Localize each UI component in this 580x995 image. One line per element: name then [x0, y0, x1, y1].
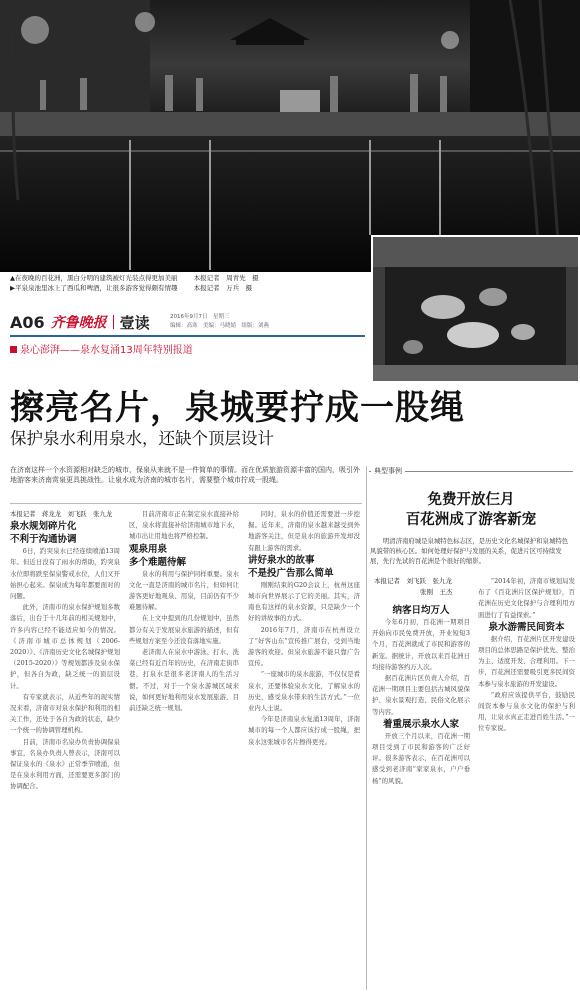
column-subheading: 泉水规划碎片化 不利于沟通协调: [10, 521, 77, 546]
sidebar-tag: 典型事例: [371, 466, 405, 476]
paragraph: 今年是济南泉水复涌13周年，济南城市的每一个人都应该拧成一股绳，把泉水这张城市名片擦得更亮。: [248, 715, 360, 746]
column-subheading: 泉水游需民间资本: [488, 621, 565, 633]
sidebar-column-2: [478, 576, 575, 990]
article-subheadline: 保护泉水利用泉水，还缺个顶层设计: [10, 429, 274, 448]
paragraph: 据介绍，百花洲片区开发建设项目的总体思路是保护优先、整治为主、适度开发、合理利用。下一步，百花洲还需要吸引更多民间资本参与泉水旅游的开发建设。: [478, 634, 575, 688]
paragraph: 刚刚结束的G20会议上，杭州这座城市向世界展示了它的美丽。其实，济南也有这样的泉水资源，只是缺少一个好的讲故事的方式。: [248, 580, 360, 623]
article-lead: 在济南这样一个水资源相对缺乏的城市，保泉从来就不是一件简单的事情。而在优质旅游资源丰富的国内，吸引外地游客来济南赏泉更具挑战性。让泉水成为济南的城市名片，需要整个城市拧成一股绳。: [10, 466, 360, 484]
paragraph: 老济南人在泉水中游泳、打水、洗菜已经有近百年的历史，在济南走街串巷，打泉水是很多老济南人的生活习惯。不过，对于一个泉水游城区域来说，如何更好地利用泉水发展旅游，目前还缺乏统一规划。: [129, 648, 239, 713]
spring-pool-scene: [373, 237, 578, 381]
masthead-meta: [170, 313, 269, 331]
paragraph: 同时，泉水的价值还需要进一步挖掘。近年来，济南的泉水越来越受到外地游客关注，但是泉水的旅游开发却没有跟上游客的需求。: [248, 510, 360, 552]
caption-text: ▲在夜晚的百花洲，黑白分明的建筑被灯光装点得更加美丽: [10, 274, 178, 282]
square-bullet-icon: [10, 346, 17, 353]
paragraph: 今年6月初，百花洲一期项目开始向市民免费开放，开业短短3个月，百花洲就成了市民和游客的新宠。据统计，开放以来百花洲日均接待游客约万人次。: [372, 618, 470, 671]
sidebar-headline-2: 百花洲成了游客新宠: [405, 512, 537, 528]
article-column-3: [248, 509, 360, 989]
paragraph: 目前济南市正在制定泉水直接补给区，泉水将直接补给济南城市地下水，城市出让用地也将严格控制。: [129, 510, 239, 541]
masthead-divider: [113, 315, 114, 329]
paragraph: 泉水的利用与保护同样重要。泉水文化一直是济南的城市名片，但如何让游客更好地观泉、用泉，目前仍有不少难题待解。: [129, 569, 239, 612]
caption-credit: 本报记者 周青先 摄: [193, 274, 259, 282]
sidebar-headline-1: 免费开放仨月: [427, 492, 515, 508]
issue-date: 2016年9月7日 星期三: [170, 314, 230, 320]
paragraph: “2014年初，济南市规划局发布了《百花洲片区保护规划》，百花洲在历史文化保护与合理利用方面进行了有益探索。”: [478, 577, 575, 619]
editor-credits: 编辑：高寒 美编：马晓婧 组版：刘燕: [170, 323, 270, 329]
article-column-1: [10, 509, 120, 989]
column-subheading: 纳客日均万人: [392, 605, 450, 616]
paragraph: 有专家就表示，从近些年的现实情况来看，济南市对泉水保护和利用的相关工作，还处于各自为政的状态，缺少一个统一的协调管理机构。: [10, 692, 120, 735]
newspaper-logo: 齐鲁晚报: [50, 315, 107, 331]
paragraph: 此外，济南市的泉水保护规划多数落后，出台于十几年前的相关规划中，许多内容已经不能适应如今的情况。《济南市城市总体规划（2006-2020）》、《济南历史文化名城保护规划（2015-2020）》等规划都涉及泉水保护，但各自为政，缺乏统一的顶层设计。: [10, 603, 120, 690]
series-label: 泉心澎湃——泉水复涌13周年特别报道: [20, 345, 193, 356]
sidebar-divider: [366, 466, 367, 990]
page-number: A06: [10, 312, 45, 332]
section-name: 壹读: [119, 313, 150, 332]
paragraph: 2016年7月，济南市在杭州设立了“好客山东”宣传推广展台，受到当地游客的欢迎。但泉水旅游不能只靠广告宣传。: [248, 625, 360, 668]
article-headline: 擦亮名片，泉城要拧成一股绳: [10, 388, 465, 428]
main-photo: [0, 0, 580, 272]
article-column-2: [129, 509, 239, 989]
inset-photo: [371, 235, 580, 383]
inset-photo-caption: [10, 283, 370, 294]
sidebar-column-1: [372, 602, 470, 990]
page-masthead: [10, 312, 150, 332]
caption-credit: 本报记者 万兵 摄: [193, 284, 253, 292]
paragraph: “一座城市的泉水旅游，不仅仅是看泉水，还要体验泉水文化，了解泉水的历史，感受泉水带来的生活方式。”一位业内人士说。: [248, 670, 360, 713]
byline-line: 本报记者 刘飞跃 张九龙: [374, 577, 452, 585]
column-subheading: 观泉用泉 多个难题待解: [129, 543, 187, 568]
lead-divider: [10, 503, 362, 504]
series-title: [10, 341, 193, 356]
byline-line: 张刚 王杰: [420, 588, 453, 596]
paragraph: 在上文中提到的几份规划中，虽然都分有关于发展泉水旅游的描述，但有些规划方案至今还没有落地实施。: [129, 614, 239, 645]
paragraph: 开放三个月以来，百花洲一期项目受到了市民和游客的广泛好评。很多游客表示，在百花洲可以感受到老济南“家家泉水，户户垂杨”的风貌。: [372, 731, 470, 785]
sidebar-lead: 明清济南府城是泉城特色标志区，是历史文化名城保护和泉城特色风貌带的核心区。如何处理好保护与发展的关系，促进片区可持续发展，先行先试的百花洲是个很好的缩影。: [370, 537, 569, 565]
night-lake-scene: [0, 0, 580, 272]
series-divider: [10, 335, 365, 337]
caption-text: ▶平泉泉池里冰上了西瓜和啤酒，让很多游客觉得颇有情趣: [10, 284, 178, 292]
article-byline: 本报记者 蒋龙龙 刘飞跃 张九龙: [10, 510, 113, 518]
column-subheading: 着重展示泉水人家: [382, 718, 459, 730]
paragraph: “政府应该提供平台，鼓励民间资本参与泉水文化的保护与利用，让泉水真正走进百姓生活。”一位专家说。: [478, 690, 575, 733]
column-subheading: 讲好泉水的故事 不是投广告那么简单: [248, 554, 334, 579]
sidebar-byline: [374, 576, 453, 598]
paragraph: 目前，济南市名泉办负责协调保泉事宜，名泉办负责人曾表示，济南可以保证泉水的《泉水》正常季节喷涌，但是在泉水利用方面，还需要更多部门的协调配合。: [10, 737, 120, 791]
paragraph: 6日，趵突泉水已经连续喷涌13周年。但近日没有了雨水的帮助，趵突泉水位即将跌至保泉警戒水位，人们又开始担心起来。保泉成为每年都要面对的问题。: [10, 547, 120, 601]
paragraph: 据百花洲片区负责人介绍，百花洲一期项目主要包括古城风貌保护、泉水景观打造、民俗文化展示等内容。: [372, 674, 470, 716]
